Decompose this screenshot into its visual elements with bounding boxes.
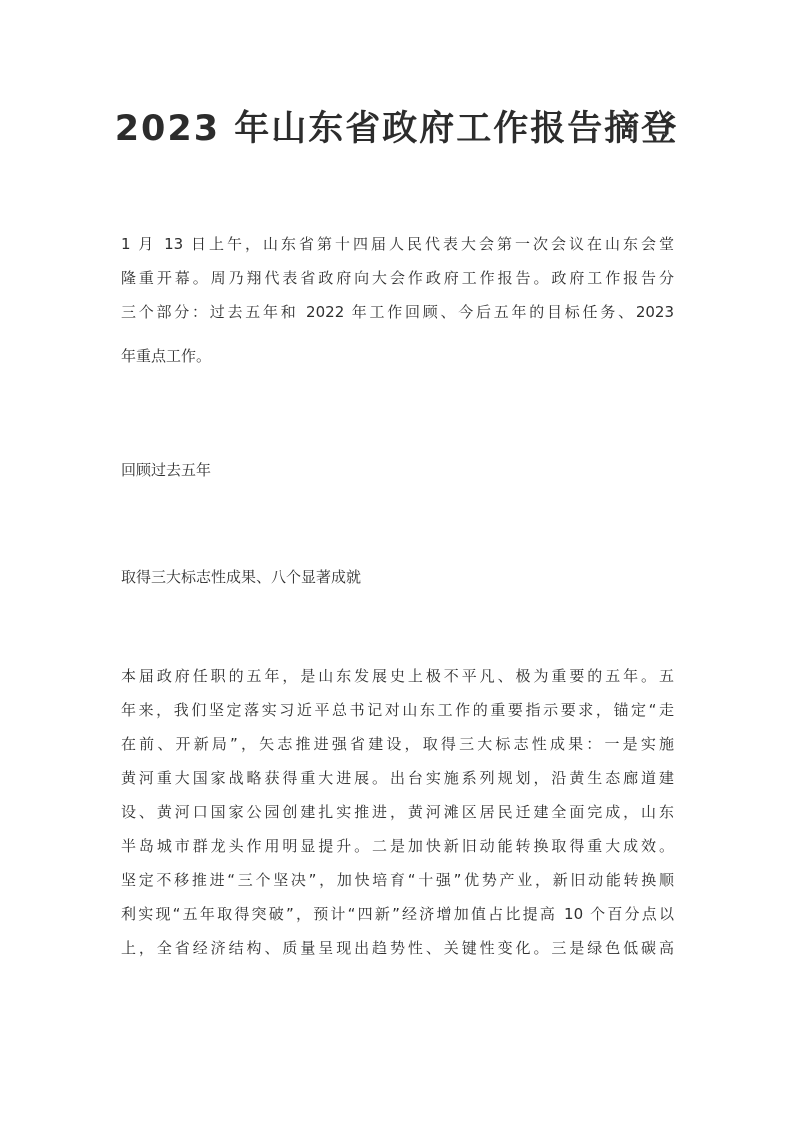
body-line: 黄河重大国家战略获得重大进展。出台实施系列规划，沿黄生态廊道建 [121, 769, 674, 787]
body-line: 设、黄河口国家公园创建扎实推进，黄河滩区居民迁建全面完成，山东 [121, 803, 674, 821]
document-title: 2023 年山东省政府工作报告摘登 [114, 109, 679, 149]
body-line: 半岛城市群龙头作用明显提升。二是加快新旧动能转换取得重大成效。 [121, 837, 674, 855]
body-line: 在前、开新局”，矢志推进强省建设，取得三大标志性成果：一是实施 [121, 735, 674, 753]
intro-paragraph [121, 230, 674, 376]
intro-line: 1 月 13 日上午，山东省第十四届人民代表大会第一次会议在山东会堂 [121, 235, 674, 253]
intro-line: 三个部分：过去五年和 2022 年工作回顾、今后五年的目标任务、2023 [121, 303, 674, 321]
body-line: 坚定不移推进“三个坚决”，加快培育“十强”优势产业，新旧动能转换顺 [121, 871, 674, 889]
intro-line: 隆重开幕。周乃翔代表省政府向大会作政府工作报告。政府工作报告分 [121, 269, 674, 287]
body-line: 上，全省经济结构、质量呈现出趋势性、关键性变化。三是绿色低碳高 [121, 939, 674, 957]
body-paragraph [121, 662, 674, 968]
section-heading: 回顾过去五年 [121, 461, 212, 479]
body-line: 本届政府任职的五年，是山东发展史上极不平凡、极为重要的五年。五 [121, 667, 674, 685]
body-line: 年来，我们坚定落实习近平总书记对山东工作的重要指示要求，锚定“走 [121, 701, 674, 719]
body-line: 利实现“五年取得突破”，预计“四新”经济增加值占比提高 10 个百分点以 [121, 905, 674, 923]
sub-heading: 取得三大标志性成果、八个显著成就 [121, 568, 362, 586]
intro-line: 年重点工作。 [121, 347, 212, 365]
